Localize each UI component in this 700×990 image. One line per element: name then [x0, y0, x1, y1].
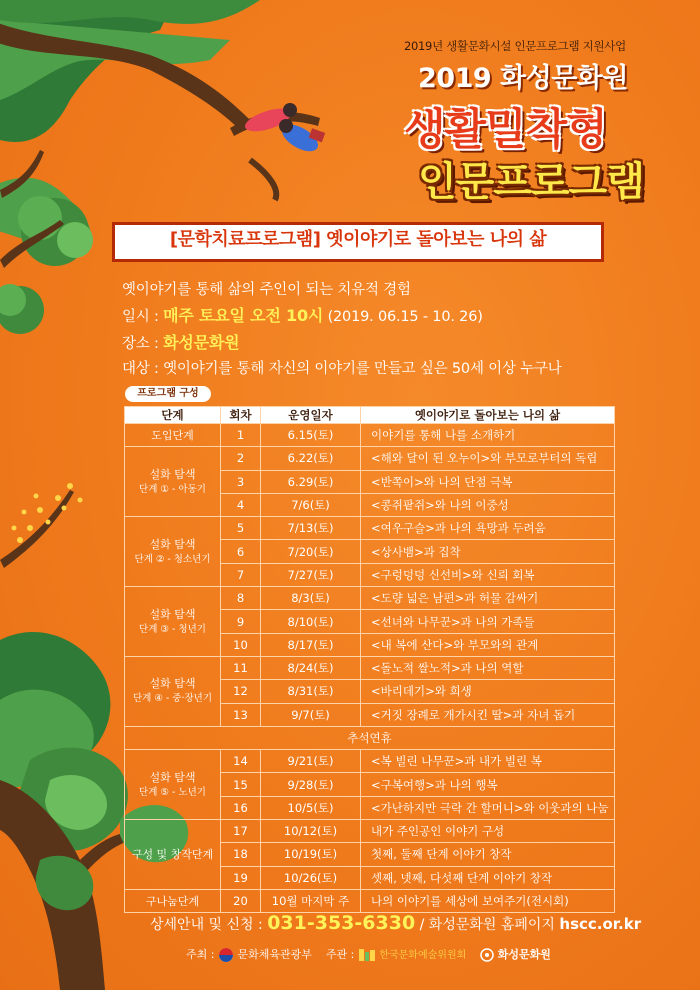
place-value: 화성문화원	[163, 333, 240, 352]
table-row	[125, 820, 615, 843]
cell-session: 9	[221, 610, 261, 633]
title-line-1: 2019 화성문화원	[418, 63, 628, 94]
cell-content: <구복여행>과 나의 행복	[361, 773, 615, 796]
stage-1-sub: 단계 ① - 아동기	[139, 483, 206, 495]
footer-host-label: 주최 :	[186, 948, 215, 961]
cell-session: 7	[221, 563, 261, 586]
cell-session: 1	[221, 424, 261, 447]
header-stage: 단계	[125, 407, 221, 424]
cell-content: <반쪽이>와 나의 단점 극복	[361, 470, 615, 493]
contact-line	[150, 912, 641, 934]
stage-5	[125, 750, 221, 820]
header-content: 옛이야기로 돌아보는 나의 삶	[361, 407, 615, 424]
cell-content: <가난하지만 극락 간 할머니>와 이웃과의 나눔	[361, 796, 615, 819]
cell-content: <여우구슬>과 나의 욕망과 두려움	[361, 517, 615, 540]
table-row-break	[125, 726, 615, 749]
stage-2-sub: 단계 ② - 청소년기	[134, 553, 211, 565]
stage-3-sub: 단계 ③ - 청년기	[139, 623, 206, 635]
cell-date: 10월 마지막 주	[261, 889, 361, 912]
cell-date: 9/21(토)	[261, 750, 361, 773]
contact-site-label: / 화성문화원 홈페이지	[415, 917, 560, 933]
stage-2	[125, 517, 221, 587]
header-session: 회차	[221, 407, 261, 424]
table-row	[125, 587, 615, 610]
cell-date: 7/20(토)	[261, 540, 361, 563]
table-row	[125, 750, 615, 773]
stage-3-title: 설화 탐색	[149, 607, 196, 621]
footer	[186, 946, 551, 963]
target-line: 대상 : 옛이야기를 통해 자신의 이야기를 만들고 싶은 50세 이상 누구나	[122, 361, 562, 377]
contact-site-link[interactable]: hscc.or.kr	[559, 915, 642, 933]
cell-session: 19	[221, 866, 261, 889]
cell-session: 4	[221, 493, 261, 516]
cell-date: 8/31(토)	[261, 680, 361, 703]
holiday-break: 추석연휴	[125, 726, 615, 749]
cell-content: 나의 이야기를 세상에 보여주기(전시회)	[361, 889, 615, 912]
cell-session: 15	[221, 773, 261, 796]
arts-council-logo-icon	[358, 947, 376, 963]
cell-content: 내가 주인공인 이야기 구성	[361, 820, 615, 843]
stage-create: 구성 및 창작단계	[125, 820, 221, 890]
stage-share: 구나눔단계	[125, 889, 221, 912]
table-header-row	[125, 407, 615, 424]
cell-content: <상사뱀>과 집착	[361, 540, 615, 563]
schedule-line	[122, 303, 483, 326]
hscc-logo-icon	[480, 948, 494, 962]
cell-content: <복 빌린 나무꾼>과 내가 빌린 복	[361, 750, 615, 773]
cell-session: 17	[221, 820, 261, 843]
cell-content: <도량 넓은 남편>과 허물 감싸기	[361, 587, 615, 610]
stage-1	[125, 447, 221, 517]
cell-content: 첫째, 둘째 단계 이야기 창작	[361, 843, 615, 866]
footer-org2: 화성문화원	[497, 948, 551, 961]
footer-org: 한국문화예술위원회	[379, 950, 467, 961]
header-date: 운영일자	[261, 407, 361, 424]
footer-host: 문화체육관광부	[237, 948, 312, 961]
contact-phone[interactable]: 031-353-6330	[267, 912, 416, 934]
cell-content: <바리데기>와 희생	[361, 680, 615, 703]
cell-date: 10/5(토)	[261, 796, 361, 819]
table-row	[125, 656, 615, 679]
table-row	[125, 889, 615, 912]
table-row	[125, 424, 615, 447]
schedule-label: 일시 :	[122, 309, 164, 325]
cell-content: <해와 달이 된 오누이>와 부모로부터의 독립	[361, 447, 615, 470]
banner-text: [문학치료프로그램] 옛이야기로 돌아보는 나의 삶	[169, 229, 547, 250]
stage-1-title: 설화 탐색	[149, 467, 196, 481]
cell-date: 7/13(토)	[261, 517, 361, 540]
cell-content: <콩쥐팥쥐>와 나의 이중성	[361, 493, 615, 516]
cell-date: 6.22(토)	[261, 447, 361, 470]
stage-5-sub: 단계 ⑤ - 노년기	[139, 786, 206, 798]
cell-content: <돌노적 쌀노적>과 나의 역할	[361, 656, 615, 679]
cell-date: 7/6(토)	[261, 493, 361, 516]
cell-session: 13	[221, 703, 261, 726]
cell-content: <구렁덩덩 신선비>와 신뢰 회복	[361, 563, 615, 586]
stage-intro: 도입단계	[125, 424, 221, 447]
stage-4-title: 설화 탐색	[149, 677, 196, 691]
ministry-logo-icon	[218, 947, 234, 963]
cell-session: 3	[221, 470, 261, 493]
cell-session: 20	[221, 889, 261, 912]
cell-date: 9/7(토)	[261, 703, 361, 726]
cell-content: <선녀와 나무꾼>과 나의 가족들	[361, 610, 615, 633]
cell-session: 18	[221, 843, 261, 866]
subtitle: 옛이야기를 통해 삶의 주인이 되는 치유적 경험	[122, 282, 411, 298]
program-table	[124, 406, 615, 913]
stage-4	[125, 656, 221, 726]
schedule-range: (2019. 06.15 - 10. 26)	[323, 309, 483, 325]
sponsor-line: 2019년 생활문화시설 인문프로그램 지원사업	[404, 39, 626, 53]
cell-date: 8/3(토)	[261, 587, 361, 610]
cell-date: 6.29(토)	[261, 470, 361, 493]
place-line	[122, 330, 239, 353]
cell-date: 10/12(토)	[261, 820, 361, 843]
stage-2-title: 설화 탐색	[149, 537, 196, 551]
cell-session: 12	[221, 680, 261, 703]
title-line-2: 생활밀착형	[404, 105, 607, 155]
stage-5-title: 설화 탐색	[149, 770, 196, 784]
stage-4-sub: 단계 ④ - 중·장년기	[132, 693, 213, 705]
cell-content: 이야기를 통해 나를 소개하기	[361, 424, 615, 447]
cell-content: 셋째, 넷째, 다섯째 단계 이야기 창작	[361, 866, 615, 889]
cell-content: <거짓 장례로 개가시킨 딸>과 자녀 돕기	[361, 703, 615, 726]
cell-date: 7/27(토)	[261, 563, 361, 586]
cell-date: 10/26(토)	[261, 866, 361, 889]
cell-session: 10	[221, 633, 261, 656]
schedule-highlight: 매주 토요일 오전 10시	[163, 306, 324, 325]
program-banner	[112, 222, 606, 264]
cell-session: 5	[221, 517, 261, 540]
table-row	[125, 447, 615, 470]
cell-session: 16	[221, 796, 261, 819]
program-tag: 프로그램 구성	[125, 386, 211, 402]
cell-session: 6	[221, 540, 261, 563]
cell-session: 11	[221, 656, 261, 679]
stage-3	[125, 587, 221, 657]
table-row	[125, 517, 615, 540]
cell-date: 10/19(토)	[261, 843, 361, 866]
cell-session: 2	[221, 447, 261, 470]
cell-session: 8	[221, 587, 261, 610]
cell-date: 6.15(토)	[261, 424, 361, 447]
cell-date: 8/17(토)	[261, 633, 361, 656]
cell-date: 8/10(토)	[261, 610, 361, 633]
place-label: 장소 :	[122, 336, 164, 352]
cell-session: 14	[221, 750, 261, 773]
footer-org-label: 주관 :	[325, 948, 355, 961]
cell-date: 9/28(토)	[261, 773, 361, 796]
contact-label: 상세안내 및 신청 :	[150, 917, 268, 933]
title-line-3: 인문프로그램	[418, 159, 644, 205]
cell-content: <내 복에 산다>와 부모와의 관계	[361, 633, 615, 656]
cell-date: 8/24(토)	[261, 656, 361, 679]
